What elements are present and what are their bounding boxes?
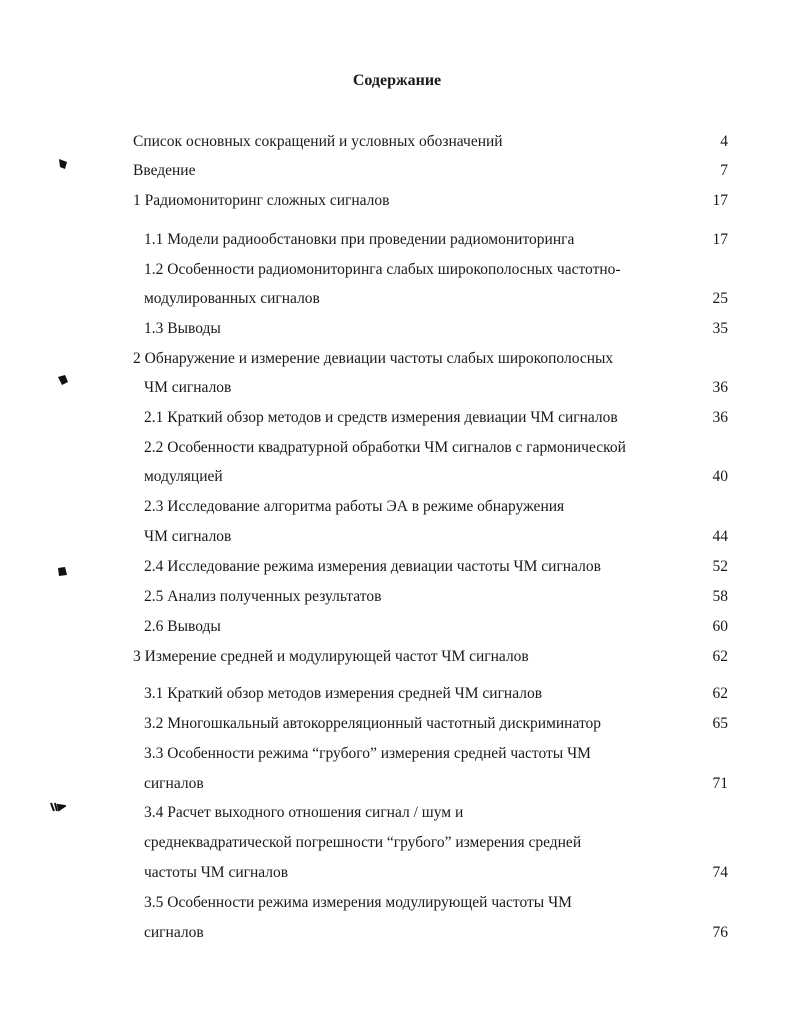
- toc-entry: [0, 863, 794, 883]
- toc-entry-text: 3.3 Особенности режима “грубого” измерения средней частоты ЧМ: [144, 745, 591, 762]
- toc-entry-text: частоты ЧМ сигналов: [144, 864, 289, 881]
- toc-entry-text: Введение: [133, 162, 196, 179]
- toc-entry: [0, 289, 794, 309]
- toc-entry-text: 2.6 Выводы: [144, 618, 221, 635]
- toc-page-number: 71: [712, 775, 728, 792]
- toc-entry-text: 2.3 Исследование алгоритма работы ЭА в режиме обнаружения: [144, 498, 565, 515]
- toc-page-number: 40: [712, 468, 728, 485]
- toc-entry-text: 3 Измерение средней и модулирующей частот ЧМ сигналов: [133, 648, 529, 665]
- toc-entry: [0, 527, 794, 547]
- toc-entry: [0, 438, 794, 458]
- toc-entry-text: 2 Обнаружение и измерение девиации частоты слабых широкополосных: [133, 350, 614, 367]
- toc-page-number: 4: [720, 133, 728, 150]
- toc-entry: [0, 893, 794, 913]
- toc-entry-text: Список основных сокращений и условных обозначений: [133, 133, 503, 150]
- toc-page-number: 25: [712, 290, 728, 307]
- toc-page-number: 7: [720, 162, 728, 179]
- toc-entry-text: 3.5 Особенности режима измерения модулирующей частоты ЧМ: [144, 894, 572, 911]
- toc-entry: [0, 497, 794, 517]
- toc-entry: [0, 230, 794, 250]
- toc-entry-text: 2.2 Особенности квадратурной обработки ЧМ сигналов с гармонической: [144, 439, 626, 456]
- toc-page-number: 17: [712, 231, 728, 248]
- toc-entry-text: сигналов: [144, 775, 204, 792]
- toc-entry: [0, 467, 794, 487]
- toc-page-number: 52: [712, 558, 728, 575]
- toc-entry-text: 2.4 Исследование режима измерения девиации частоты ЧМ сигналов: [144, 558, 601, 575]
- toc-entry-text: 3.4 Расчет выходного отношения сигнал / шум и: [144, 804, 464, 821]
- toc-entry-text: среднеквадратической погрешности “грубого” измерения средней: [144, 834, 582, 851]
- toc-entry-text: ЧМ сигналов: [144, 528, 232, 545]
- toc-entry-text: 1 Радиомониторинг сложных сигналов: [133, 192, 390, 209]
- toc-entry: [0, 714, 794, 734]
- toc-page-number: 62: [712, 648, 728, 665]
- toc-entry-text: модулированных сигналов: [144, 290, 320, 307]
- toc-entry-text: 3.2 Многошкальный автокорреляционный частотный дискриминатор: [144, 715, 602, 732]
- toc-entry: [0, 161, 794, 181]
- toc-entry: [0, 557, 794, 577]
- toc-entry-text: ЧМ сигналов: [144, 379, 232, 396]
- toc-entry-text: 3.1 Краткий обзор методов измерения средней ЧМ сигналов: [144, 685, 543, 702]
- toc-entry: [0, 260, 794, 280]
- toc-page-number: 36: [712, 379, 728, 396]
- toc-entry: [0, 617, 794, 637]
- toc-page-number: 36: [712, 409, 728, 426]
- toc-page-number: 17: [712, 192, 728, 209]
- toc-entry-text: 1.2 Особенности радиомониторинга слабых широкополосных частотно-: [144, 261, 621, 278]
- toc-entry: [0, 378, 794, 398]
- toc-entry: [0, 587, 794, 607]
- toc-page-number: 62: [712, 685, 728, 702]
- toc-entry-text: 2.5 Анализ полученных результатов: [144, 588, 382, 605]
- toc-entry: [0, 744, 794, 764]
- toc-page-number: 65: [712, 715, 728, 732]
- toc-entry: [0, 319, 794, 339]
- toc-entry: [0, 349, 794, 369]
- toc-entry: [0, 774, 794, 794]
- toc-entry: [0, 647, 794, 667]
- toc-entry-text: сигналов: [144, 924, 204, 941]
- toc-entry: [0, 803, 794, 823]
- toc-page-number: 76: [712, 924, 728, 941]
- toc-entry: [0, 191, 794, 211]
- toc-page-number: 35: [712, 320, 728, 337]
- toc-entry: [0, 923, 794, 943]
- toc-entry: [0, 408, 794, 428]
- toc-entry-text: 2.1 Краткий обзор методов и средств измерения девиации ЧМ сигналов: [144, 409, 618, 426]
- toc-page-number: 58: [712, 588, 728, 605]
- toc-entry-text: 1.3 Выводы: [144, 320, 221, 337]
- toc-entry: [0, 833, 794, 853]
- toc-entry-text: модуляцией: [144, 468, 223, 485]
- toc-page-number: 60: [712, 618, 728, 635]
- toc-page-number: 44: [712, 528, 728, 545]
- toc-entry: [0, 684, 794, 704]
- toc-entry-text: 1.1 Модели радиообстановки при проведении радиомониторинга: [144, 231, 575, 248]
- toc-page-number: 74: [712, 864, 728, 881]
- page-title: Содержание: [352, 72, 442, 89]
- toc-entry: [0, 132, 794, 152]
